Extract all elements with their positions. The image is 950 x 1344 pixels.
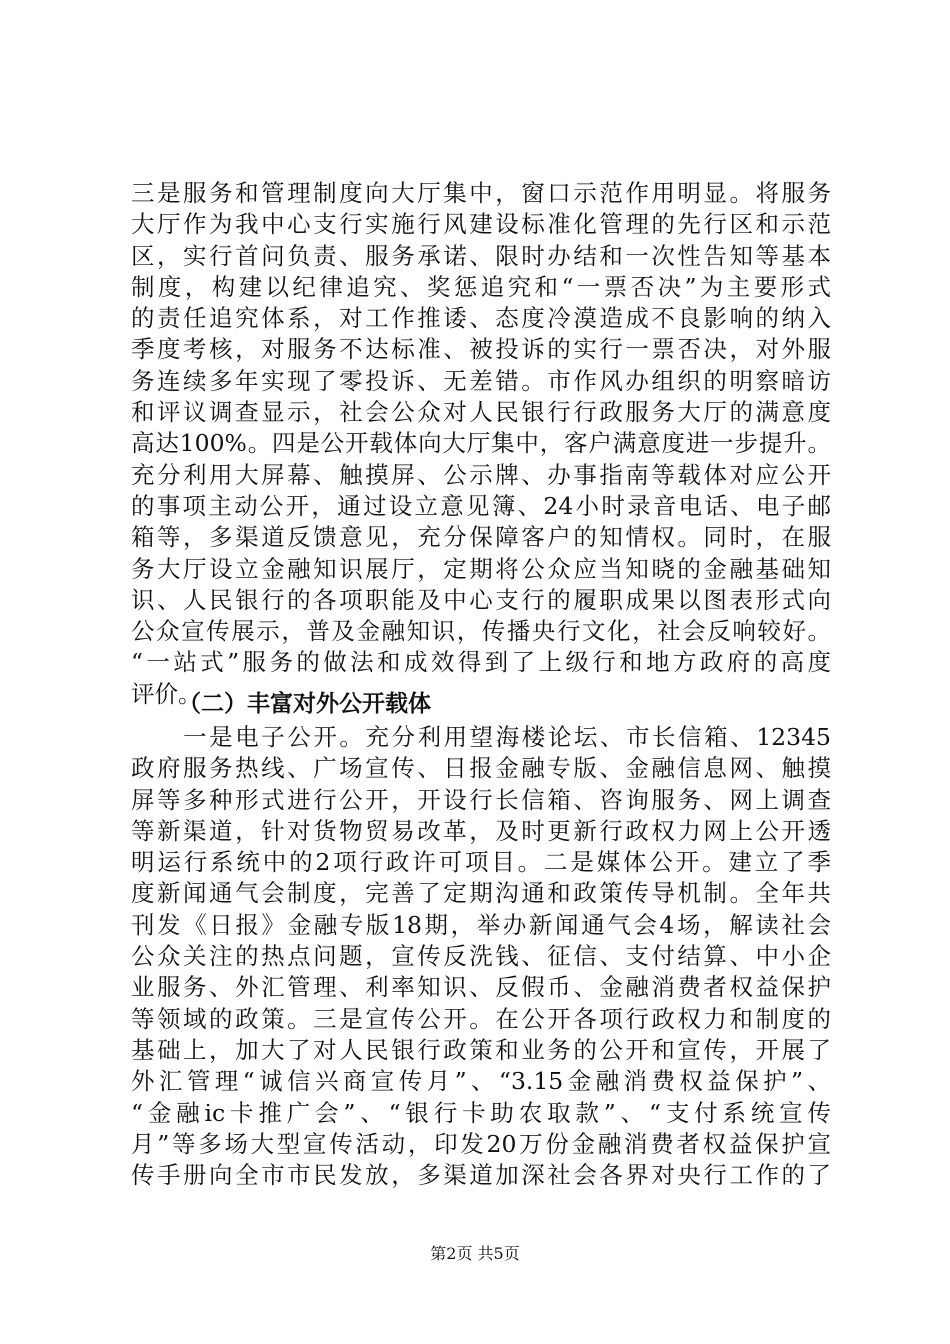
text-line: 大厅作为我中心支行实施行风建设标准化管理的先行区和示范 (131, 210, 831, 239)
paragraph-service-hall (131, 178, 831, 710)
text-line: 高达100%。四是公开载体向大厅集中，客户满意度进一步提升。 (131, 429, 831, 458)
section-heading: （二）丰富对外公开载体 (178, 691, 431, 717)
text-line: 的责任追究体系，对工作推诿、态度冷漠造成不良影响的纳入 (131, 304, 831, 333)
text-line: 明运行系统中的2项行政许可项目。二是媒体公开。建立了季 (131, 848, 831, 877)
text-line: 务连续多年实现了零投诉、无差错。市作风办组织的明察暗访 (131, 366, 831, 395)
text-line: 区，实行首问负责、服务承诺、限时办结和一次性告知等基本 (131, 241, 831, 270)
text-line: 的事项主动公开，通过设立意见簿、24小时录音电话、电子邮 (131, 491, 831, 520)
text-line: 外汇管理“诚信兴商宣传月”、“3.15金融消费权益保护”、 (131, 1067, 831, 1096)
text-line: “金融ic卡推广会”、“银行卡助农取款”、“支付系统宣传 (131, 1098, 831, 1127)
text-line: 刊发《日报》金融专版18期，举办新闻通气会4场，解读社会 (131, 910, 831, 939)
text-line: 业服务、外汇管理、利率知识、反假币、金融消费者权益保护 (131, 973, 831, 1002)
text-line: 等新渠道，针对货物贸易改革，及时更新行政权力网上公开透 (131, 816, 831, 845)
text-line: 箱等，多渠道反馈意见，充分保障客户的知情权。同时，在服 (131, 523, 831, 552)
text-line: 传手册向全市市民发放，多渠道加深社会各界对央行工作的了 (131, 1161, 831, 1190)
paragraph-disclosure-channels (131, 722, 831, 1191)
text-line: “一站式”服务的做法和成效得到了上级行和地方政府的高度 (131, 648, 831, 677)
page-number-footer: 第2页 共5页 (430, 1244, 520, 1263)
text-line: 三是服务和管理制度向大厅集中，窗口示范作用明显。将服务 (131, 179, 831, 207)
text-line: 务大厅设立金融知识展厅，定期将公众应当知晓的金融基础知 (131, 554, 831, 583)
text-line: 等领域的政策。三是宣传公开。在公开各项行政权力和制度的 (131, 1004, 831, 1033)
text-line: 基础上，加大了对人民银行政策和业务的公开和宣传，开展了 (131, 1035, 831, 1064)
text-line: 月”等多场大型宣传活动，印发20万份金融消费者权益保护宣 (131, 1129, 831, 1158)
text-line: 屏等多种形式进行公开，开设行长信箱、咨询服务、网上调查 (131, 785, 831, 814)
text-line: 充分利用大屏幕、触摸屏、公示牌、办事指南等载体对应公开 (131, 460, 831, 489)
text-line: 评价。 (131, 679, 202, 708)
text-line: 季度考核，对服务不达标准、被投诉的实行一票否决，对外服 (131, 335, 831, 364)
text-line: 一是电子公开。充分利用望海楼论坛、市长信箱、12345 (131, 723, 831, 751)
text-line: 政府服务热线、广场宣传、日报金融专版、金融信息网、触摸 (131, 754, 831, 783)
text-line: 度新闻通气会制度，完善了定期沟通和政策传导机制。全年共 (131, 879, 831, 908)
text-line: 和评议调查显示，社会公众对人民银行行政服务大厅的满意度 (131, 398, 831, 427)
text-line: 公众宣传展示，普及金融知识，传播央行文化，社会反响较好。 (131, 617, 831, 646)
text-line: 制度，构建以纪律追究、奖惩追究和“一票否决”为主要形式 (131, 272, 831, 301)
text-line: 公众关注的热点问题，宣传反洗钱、征信、支付结算、中小企 (131, 942, 831, 971)
text-line: 识、人民银行的各项职能及中心支行的履职成果以图表形式向 (131, 585, 831, 614)
